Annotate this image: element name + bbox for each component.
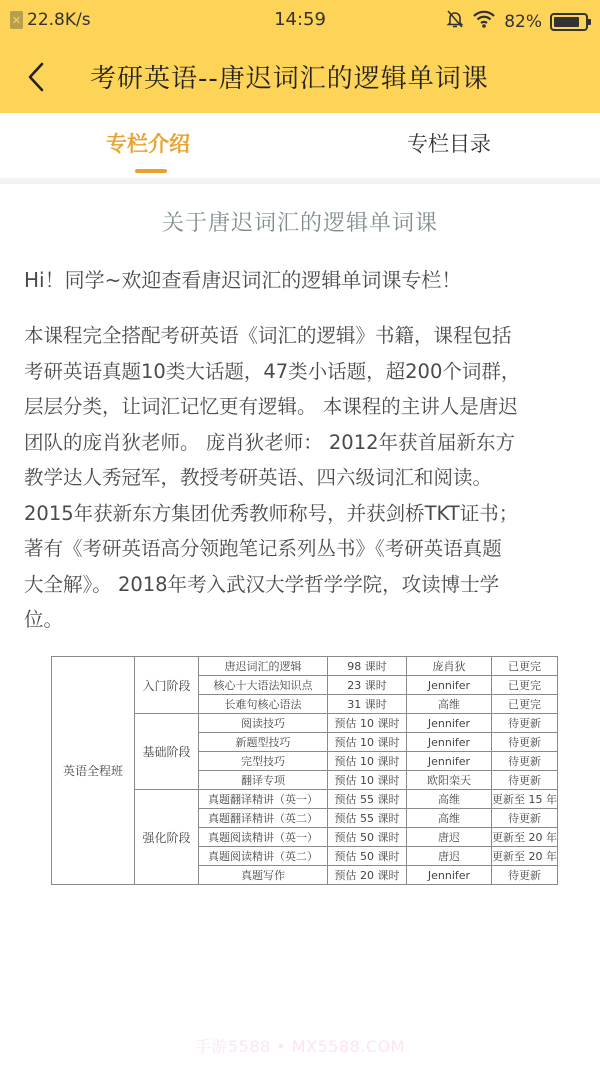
course-hours: 预估 55 课时: [328, 790, 407, 809]
stage-cell: 入门阶段: [135, 657, 199, 714]
course-name: 唐迟词汇的逻辑: [199, 657, 328, 676]
tab-bar: [0, 113, 600, 178]
course-teacher: 唐迟: [407, 847, 492, 866]
watermark: 手游5588 • MX5588.COM: [195, 1037, 405, 1056]
intro-line: 著有《考研英语高分领跑笔记系列丛书》《考研英语真题: [24, 537, 502, 560]
table-row: [52, 657, 558, 676]
tab-column-intro[interactable]: [0, 113, 299, 178]
course-status: 待更新: [492, 866, 558, 885]
course-teacher: 高维: [407, 809, 492, 828]
page-title: 考研英语--唐迟词汇的逻辑单词课: [90, 64, 489, 94]
course-status: 已更完: [492, 695, 558, 714]
tab-label: 专栏介绍: [106, 131, 190, 156]
battery-icon: [550, 13, 588, 31]
course-hours: 预估 10 课时: [328, 752, 407, 771]
stage-cell: 基础阶段: [135, 714, 199, 790]
intro-line: 教学达人秀冠军，教授考研英语、四六级词汇和阅读。: [24, 466, 493, 489]
divider: [0, 178, 600, 184]
battery-percent: 82%: [504, 11, 542, 32]
intro-paragraph: [24, 318, 584, 638]
program-cell: 英语全程班: [52, 657, 135, 885]
course-name: 真题阅读精讲（英二）: [199, 847, 328, 866]
course-status: 待更新: [492, 771, 558, 790]
back-button[interactable]: [18, 58, 54, 96]
course-status: 待更新: [492, 752, 558, 771]
wifi-icon: [472, 9, 496, 34]
course-teacher: Jennifer: [407, 676, 492, 695]
course-teacher: 唐迟: [407, 828, 492, 847]
greeting-text: Hi！同学~欢迎查看唐迟词汇的逻辑单词课专栏！: [24, 268, 462, 292]
network-speed: 22.8K/s: [27, 10, 91, 30]
intro-line: 大全解》。 2018年考入武汉大学哲学学院，攻读博士学: [24, 572, 500, 596]
course-name: 真题翻译精讲（英二）: [199, 809, 328, 828]
course-name: 阅读技巧: [199, 714, 328, 733]
course-name: 完型技巧: [199, 752, 328, 771]
course-hours: 预估 55 课时: [328, 809, 407, 828]
course-teacher: Jennifer: [407, 733, 492, 752]
intro-line: 考研英语真题10类大话题，47类小话题，超200个词群，: [24, 359, 521, 383]
bell-off-icon: [446, 9, 464, 34]
course-name: 真题写作: [199, 866, 328, 885]
course-hours: 预估 10 课时: [328, 714, 407, 733]
course-name: 真题翻译精讲（英一）: [199, 790, 328, 809]
course-name: 长难句核心语法: [199, 695, 328, 714]
course-hours: 98 课时: [328, 657, 407, 676]
course-hours: 23 课时: [328, 676, 407, 695]
stage-cell: 强化阶段: [135, 790, 199, 885]
course-teacher: Jennifer: [407, 752, 492, 771]
course-hours: 预估 50 课时: [328, 847, 407, 866]
course-status: 已更完: [492, 657, 558, 676]
course-name: 翻译专项: [199, 771, 328, 790]
course-hours: 预估 50 课时: [328, 828, 407, 847]
course-name: 真题阅读精讲（英一）: [199, 828, 328, 847]
active-tab-indicator: [135, 169, 167, 173]
sim-icon: ✕: [10, 11, 23, 29]
course-hours: 预估 10 课时: [328, 733, 407, 752]
tab-label: 专栏目录: [407, 131, 491, 156]
course-hours: 31 课时: [328, 695, 407, 714]
course-hours: 预估 10 课时: [328, 771, 407, 790]
course-teacher: 庞肖狄: [407, 657, 492, 676]
intro-line: 本课程完全搭配考研英语《词汇的逻辑》书籍，课程包括: [24, 324, 512, 347]
course-name: 新题型技巧: [199, 733, 328, 752]
status-right: [446, 9, 588, 34]
course-teacher: Jennifer: [407, 866, 492, 885]
course-schedule-table: [51, 656, 558, 885]
clock: 14:59: [274, 9, 326, 30]
nav-bar: [0, 40, 600, 113]
course-teacher: 高维: [407, 695, 492, 714]
chevron-left-icon: [25, 61, 47, 93]
status-bar: [0, 0, 600, 40]
course-status: 更新至 15 年: [492, 790, 558, 809]
course-status: 待更新: [492, 733, 558, 752]
intro-line: 位。: [24, 608, 64, 631]
course-name: 核心十大语法知识点: [199, 676, 328, 695]
intro-line: 2015年获新东方集团优秀教师称号，并获剑桥TKT证书；: [24, 501, 519, 525]
course-teacher: Jennifer: [407, 714, 492, 733]
tab-column-catalog[interactable]: [299, 113, 600, 178]
course-teacher: 高维: [407, 790, 492, 809]
course-hours: 预估 20 课时: [328, 866, 407, 885]
section-title: 关于唐迟词汇的逻辑单词课: [161, 211, 438, 236]
course-status: 待更新: [492, 809, 558, 828]
intro-line: 团队的庞肖狄老师。 庞肖狄老师： 2012年获首届新东方: [24, 430, 516, 454]
course-status: 已更完: [492, 676, 558, 695]
course-status: 更新至 20 年: [492, 847, 558, 866]
course-teacher: 欧阳栾天: [407, 771, 492, 790]
course-status: 更新至 20 年: [492, 828, 558, 847]
intro-line: 层层分类，让词汇记忆更有逻辑。 本课程的主讲人是唐迟: [24, 395, 518, 418]
course-status: 待更新: [492, 714, 558, 733]
